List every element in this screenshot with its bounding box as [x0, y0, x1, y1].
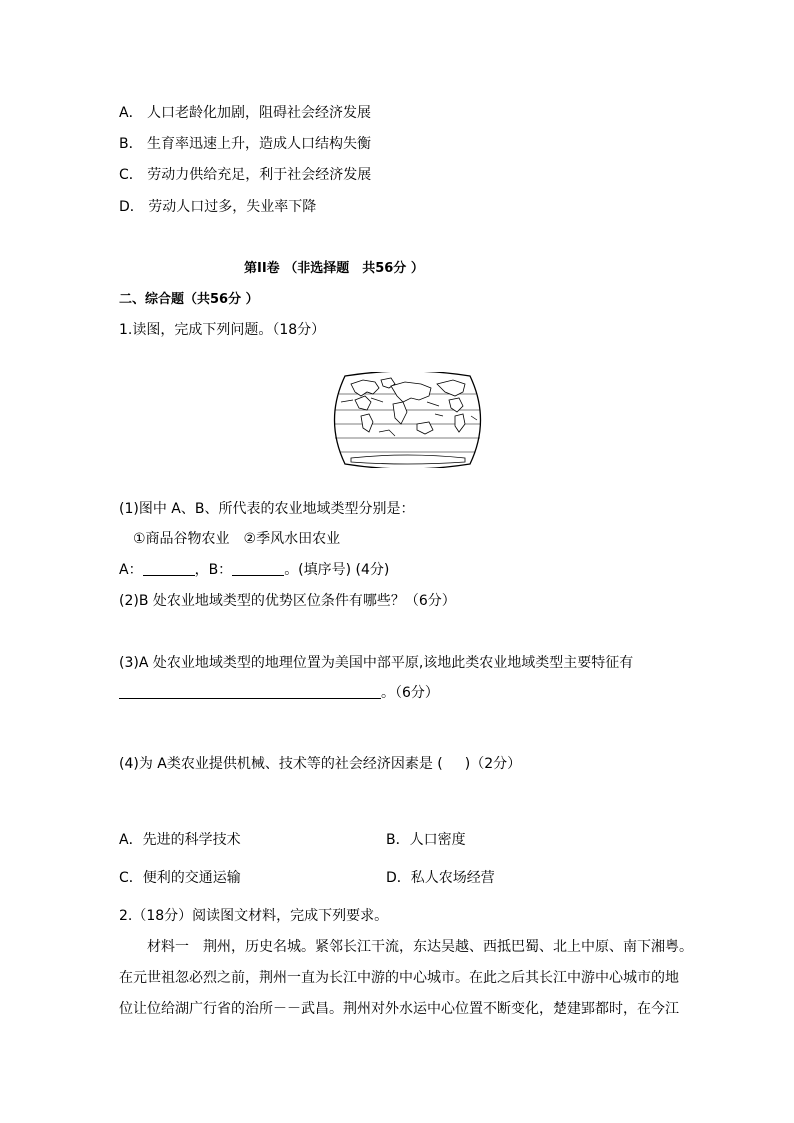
q1-stem: 1.读图，完成下列问题。（18分）	[119, 322, 326, 338]
sub4-start: (4)为 A类农业提供机械、技术等的社会经济因素是 (	[119, 756, 443, 772]
option-c: C． 劳动力供给充足，利于社会经济发展	[119, 167, 372, 183]
q1-option-a: A．先进的科学技术	[119, 832, 241, 848]
q1-option-d: D．私人农场经营	[386, 870, 495, 886]
q2-material-line-3: 位让位给湖广行省的治所－－武昌。荆州对外水运中心位置不断变化，楚建郢都时，在今江	[119, 1001, 679, 1017]
answer-a-blank[interactable]	[143, 561, 195, 576]
answer-a-label: A：	[119, 562, 143, 578]
q2-material-line-1: 材料一 荆州，历史名城。紧邻长江干流，东达吴越、西抵巴蜀、北上中原、南下湘粤。	[147, 939, 693, 955]
option-a: A． 人口老龄化加剧，阻碍社会经济发展	[119, 105, 372, 121]
q1-sub1-answers	[119, 561, 389, 579]
q2-material-line-2: 在元世祖忽必烈之前，荆州一直为长江中游的中心城市。在此之后其长江中游中心城市的地	[119, 970, 679, 986]
q1-sub2: (2)B 处农业地域类型的优势区位条件有哪些？（6分）	[119, 593, 456, 609]
q1-option-b: B．人口密度	[386, 832, 466, 848]
option-b: B． 生育率迅速上升，造成人口结构失衡	[119, 136, 372, 152]
sub3-end: 。（6分）	[381, 685, 439, 701]
answer-b-label: ，B：	[194, 562, 233, 578]
q1-sub3-answer	[119, 684, 439, 702]
world-map	[331, 372, 484, 468]
answer-b-blank[interactable]	[232, 561, 284, 576]
q1-sub1-choices: ①商品谷物农业 ②季风水田农业	[133, 531, 341, 547]
q1-sub1: (1)图中 A、B、所代表的农业地域类型分别是：	[119, 501, 415, 517]
option-d: D． 劳动人口过多，失业率下降	[119, 199, 317, 215]
section-title: 第II卷 （非选择题 共56分 ）	[244, 261, 424, 276]
q1-option-c: C．便利的交通运输	[119, 870, 241, 886]
part-heading: 二、综合题（共56分 ）	[119, 292, 259, 307]
q2-stem: 2.（18分）阅读图文材料，完成下列要求。	[119, 908, 389, 924]
q1-sub4	[119, 755, 521, 773]
sub4-end: )（2分）	[464, 756, 522, 772]
answer-end: 。(填序号) (4分)	[284, 562, 390, 578]
q1-sub3: (3)A 处农业地域类型的地理位置为美国中部平原,该地此类农业地域类型主要特征有	[119, 655, 634, 671]
sub3-blank[interactable]	[119, 684, 381, 699]
